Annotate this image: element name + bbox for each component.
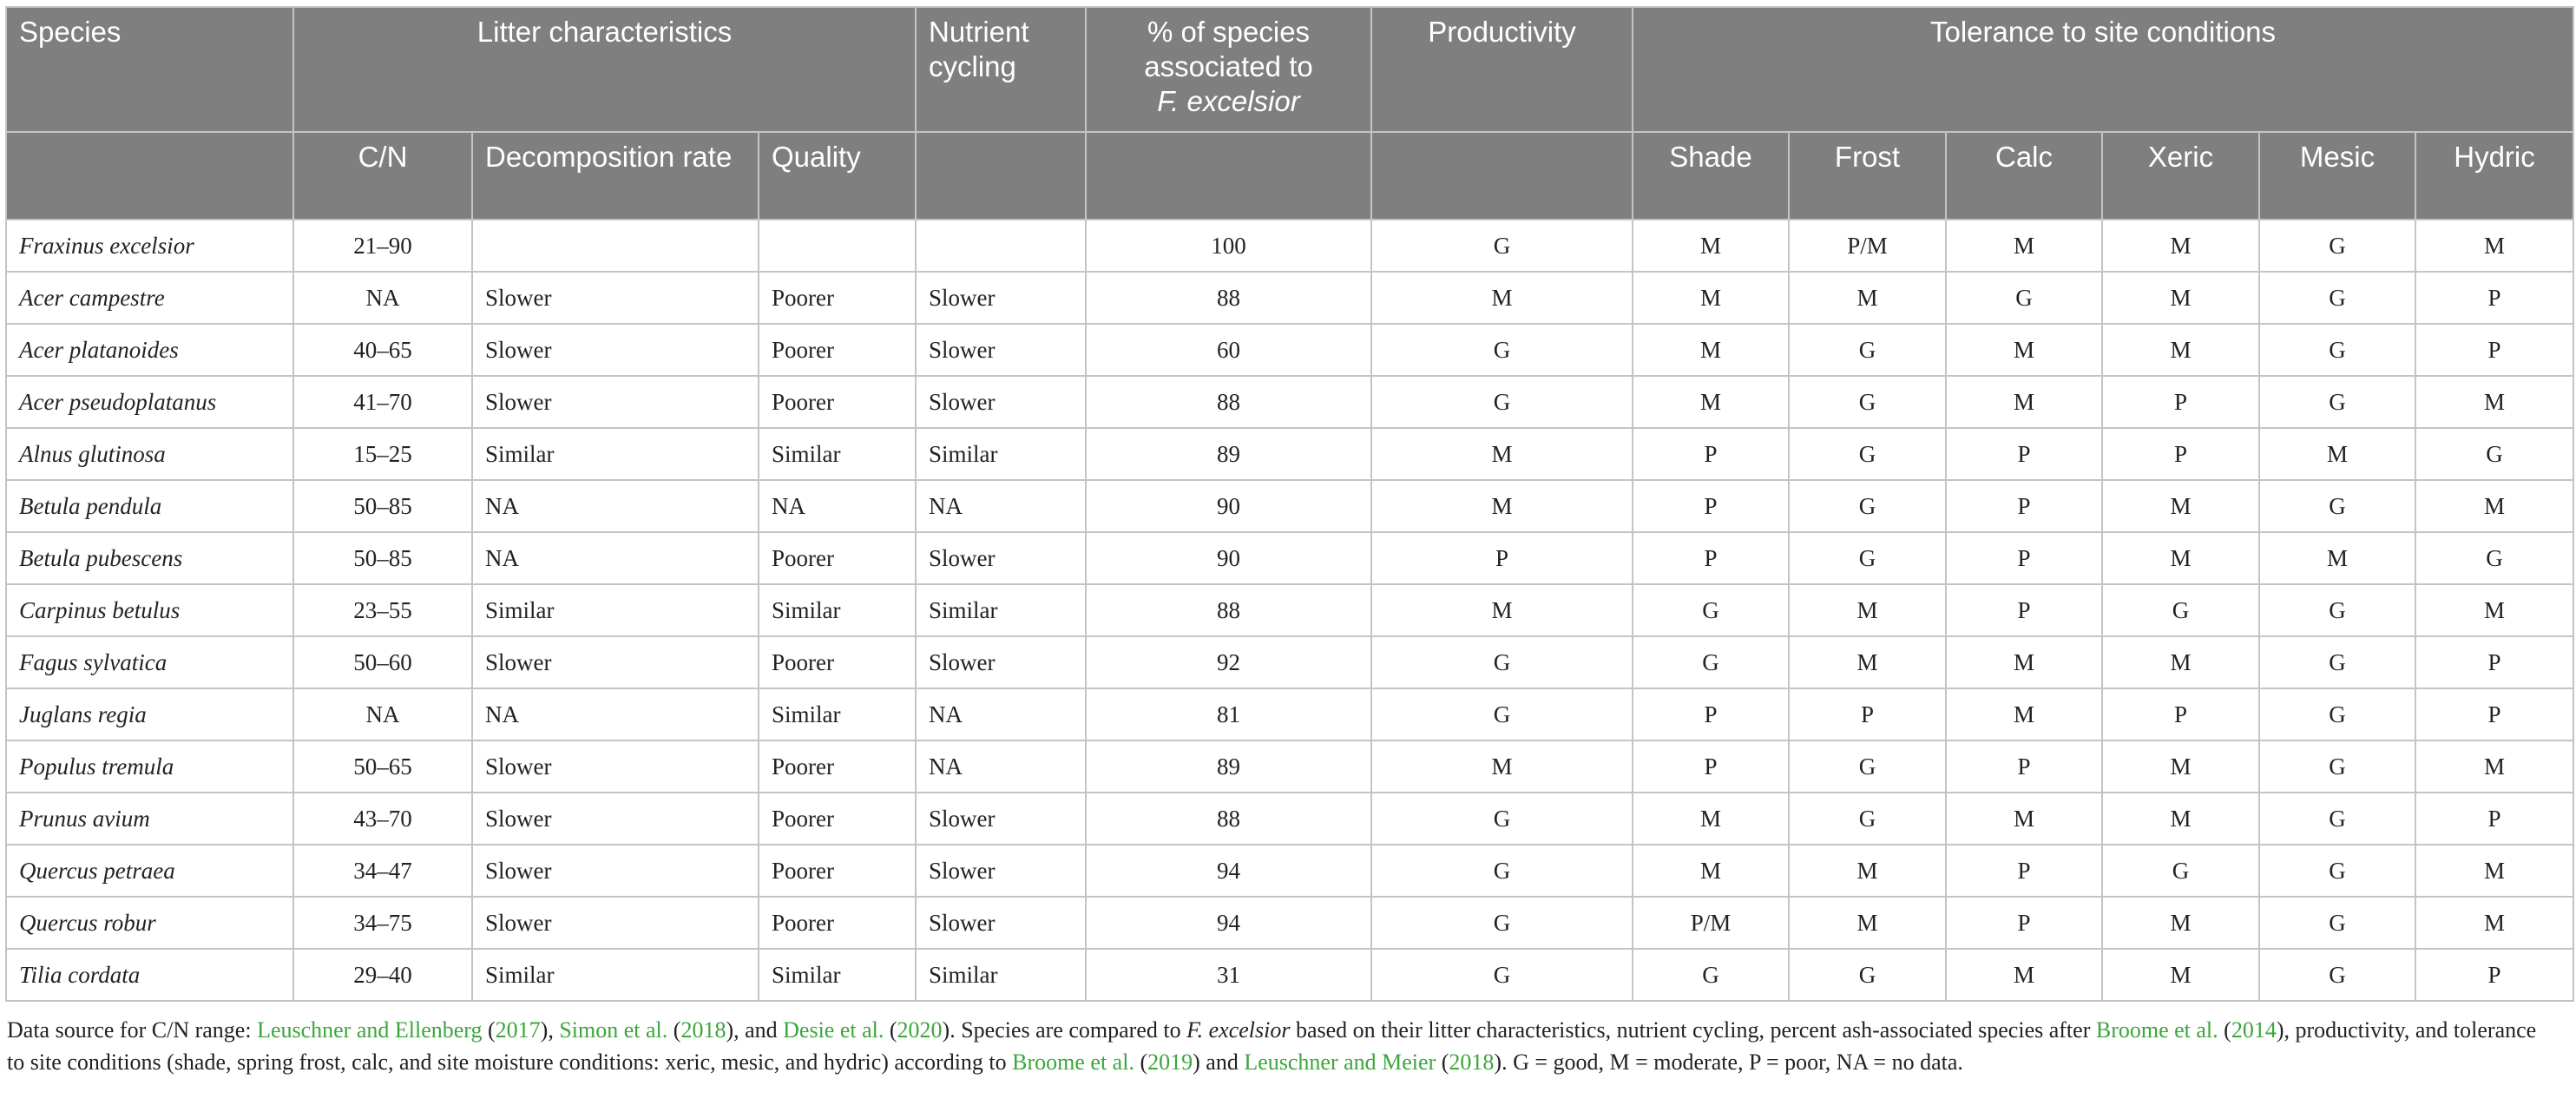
cell-hydric: M (2415, 740, 2573, 793)
cell-decomposition: Slower (472, 376, 759, 428)
cell-productivity: G (1371, 793, 1633, 845)
cell-percent-associated: 100 (1086, 220, 1371, 272)
cell-xeric: M (2102, 272, 2259, 324)
cell-percent-associated: 88 (1086, 376, 1371, 428)
cell-quality: Poorer (759, 532, 916, 584)
cell-cn-range: 41–70 (293, 376, 472, 428)
cell-hydric: P (2415, 688, 2573, 740)
header-tolerance: Tolerance to site conditions (1633, 7, 2573, 132)
cell-quality: Poorer (759, 636, 916, 688)
cell-frost: M (1789, 272, 1946, 324)
cell-percent-associated: 88 (1086, 793, 1371, 845)
cell-cn-range: 50–85 (293, 480, 472, 532)
cell-percent-associated: 81 (1086, 688, 1371, 740)
cell-hydric: G (2415, 428, 2573, 480)
reference-year-link[interactable]: 2014 (2231, 1017, 2277, 1043)
cell-calc: M (1946, 324, 2102, 376)
cell-nutrient-cycling: Slower (916, 845, 1086, 897)
cell-mesic: G (2259, 897, 2415, 949)
cell-cn-range: 15–25 (293, 428, 472, 480)
cell-cn-range: 29–40 (293, 949, 472, 1001)
cell-productivity: G (1371, 220, 1633, 272)
footnote-species-name: F. excelsior (1186, 1017, 1291, 1043)
cell-quality: Similar (759, 688, 916, 740)
cell-hydric: P (2415, 636, 2573, 688)
cell-mesic: G (2259, 949, 2415, 1001)
cell-decomposition: Slower (472, 740, 759, 793)
cell-quality: Poorer (759, 793, 916, 845)
cell-mesic: G (2259, 272, 2415, 324)
cell-species: Alnus glutinosa (6, 428, 293, 480)
cell-shade: M (1633, 376, 1789, 428)
cell-cn-range: 50–65 (293, 740, 472, 793)
cell-productivity: M (1371, 428, 1633, 480)
subheader-quality: Quality (759, 132, 916, 220)
table-row (6, 793, 2573, 845)
cell-quality: Similar (759, 584, 916, 636)
table-row (6, 480, 2573, 532)
cell-productivity: G (1371, 897, 1633, 949)
cell-calc: M (1946, 636, 2102, 688)
cell-frost: G (1789, 324, 1946, 376)
cell-frost: M (1789, 584, 1946, 636)
cell-quality: Similar (759, 949, 916, 1001)
footnote-text: ). G = good, M = moderate, P = poor, NA = no data. (1494, 1049, 1963, 1075)
reference-link[interactable]: Broome et al. (2095, 1017, 2218, 1043)
cell-productivity: G (1371, 845, 1633, 897)
footnote-text: ( (2218, 1017, 2231, 1043)
table-row (6, 897, 2573, 949)
cell-nutrient-cycling: Slower (916, 376, 1086, 428)
cell-frost: G (1789, 428, 1946, 480)
reference-link[interactable]: Leuschner and Meier (1244, 1049, 1436, 1075)
header-percent-associated (1086, 7, 1371, 132)
footnote-text: ( (1134, 1049, 1148, 1075)
table-row (6, 688, 2573, 740)
cell-hydric: M (2415, 897, 2573, 949)
table-container (5, 6, 2573, 1078)
cell-decomposition: NA (472, 688, 759, 740)
cell-cn-range: 43–70 (293, 793, 472, 845)
cell-decomposition: NA (472, 480, 759, 532)
cell-nutrient-cycling: Slower (916, 793, 1086, 845)
cell-mesic: G (2259, 793, 2415, 845)
subheader-xeric: Xeric (2102, 132, 2259, 220)
subheader-calc: Calc (1946, 132, 2102, 220)
cell-cn-range: 23–55 (293, 584, 472, 636)
cell-decomposition: Similar (472, 949, 759, 1001)
subheader-empty (916, 132, 1086, 220)
subheader-mesic: Mesic (2259, 132, 2415, 220)
cell-productivity: G (1371, 376, 1633, 428)
cell-cn-range: 50–85 (293, 532, 472, 584)
table-row (6, 376, 2573, 428)
table-row (6, 220, 2573, 272)
table-row (6, 636, 2573, 688)
cell-species: Fagus sylvatica (6, 636, 293, 688)
reference-year-link[interactable]: 2020 (897, 1017, 943, 1043)
cell-mesic: G (2259, 740, 2415, 793)
table-row (6, 740, 2573, 793)
table-row (6, 428, 2573, 480)
cell-nutrient-cycling: Slower (916, 324, 1086, 376)
header-nutrient-cycling: Nutrient cycling (916, 7, 1086, 132)
cell-nutrient-cycling: NA (916, 480, 1086, 532)
cell-hydric: P (2415, 949, 2573, 1001)
cell-cn-range: 21–90 (293, 220, 472, 272)
cell-calc: P (1946, 845, 2102, 897)
footnote-text: Data source for C/N range: (7, 1017, 258, 1043)
subheader-empty (1086, 132, 1371, 220)
cell-shade: P (1633, 480, 1789, 532)
cell-frost: G (1789, 376, 1946, 428)
cell-quality (759, 220, 916, 272)
cell-shade: G (1633, 949, 1789, 1001)
cell-hydric: P (2415, 272, 2573, 324)
cell-decomposition: Similar (472, 584, 759, 636)
footnote-text: ), (540, 1017, 560, 1043)
cell-frost: P/M (1789, 220, 1946, 272)
cell-shade: M (1633, 324, 1789, 376)
cell-mesic: G (2259, 376, 2415, 428)
cell-percent-associated: 60 (1086, 324, 1371, 376)
subheader-hydric: Hydric (2415, 132, 2573, 220)
cell-nutrient-cycling: NA (916, 688, 1086, 740)
cell-species: Carpinus betulus (6, 584, 293, 636)
cell-hydric: M (2415, 845, 2573, 897)
reference-year-link[interactable]: 2018 (680, 1017, 726, 1043)
cell-species: Tilia cordata (6, 949, 293, 1001)
cell-nutrient-cycling: Similar (916, 949, 1086, 1001)
cell-nutrient-cycling (916, 220, 1086, 272)
header-litter-characteristics: Litter characteristics (293, 7, 916, 132)
cell-calc: M (1946, 220, 2102, 272)
cell-decomposition: Slower (472, 897, 759, 949)
cell-decomposition: Slower (472, 636, 759, 688)
cell-mesic: G (2259, 324, 2415, 376)
cell-xeric: M (2102, 220, 2259, 272)
cell-percent-associated: 90 (1086, 480, 1371, 532)
cell-nutrient-cycling: Similar (916, 584, 1086, 636)
cell-frost: G (1789, 949, 1946, 1001)
cell-decomposition: Slower (472, 324, 759, 376)
cell-calc: G (1946, 272, 2102, 324)
cell-mesic: G (2259, 845, 2415, 897)
cell-percent-associated: 31 (1086, 949, 1371, 1001)
cell-xeric: M (2102, 532, 2259, 584)
header-percent-species: F. excelsior (1157, 85, 1300, 117)
cell-xeric: M (2102, 480, 2259, 532)
cell-calc: M (1946, 949, 2102, 1001)
cell-cn-range: 34–75 (293, 897, 472, 949)
cell-quality: Poorer (759, 324, 916, 376)
cell-hydric: M (2415, 584, 2573, 636)
subheader-decomposition: Decomposition rate (472, 132, 759, 220)
cell-frost: G (1789, 740, 1946, 793)
cell-frost: P (1789, 688, 1946, 740)
reference-year-link[interactable]: 2017 (495, 1017, 541, 1043)
cell-shade: M (1633, 220, 1789, 272)
cell-percent-associated: 89 (1086, 740, 1371, 793)
cell-xeric: M (2102, 949, 2259, 1001)
cell-productivity: G (1371, 688, 1633, 740)
cell-productivity: G (1371, 949, 1633, 1001)
cell-species: Juglans regia (6, 688, 293, 740)
cell-productivity: M (1371, 272, 1633, 324)
cell-shade: M (1633, 845, 1789, 897)
cell-shade: M (1633, 272, 1789, 324)
cell-species: Populus tremula (6, 740, 293, 793)
cell-xeric: P (2102, 688, 2259, 740)
cell-shade: P (1633, 532, 1789, 584)
cell-species: Acer platanoides (6, 324, 293, 376)
cell-xeric: M (2102, 897, 2259, 949)
cell-hydric: P (2415, 324, 2573, 376)
species-table (5, 6, 2574, 1002)
cell-calc: P (1946, 532, 2102, 584)
cell-species: Betula pubescens (6, 532, 293, 584)
footnote-text: ( (667, 1017, 681, 1043)
cell-mesic: G (2259, 220, 2415, 272)
cell-hydric: M (2415, 220, 2573, 272)
cell-shade: M (1633, 793, 1789, 845)
cell-decomposition (472, 220, 759, 272)
cell-decomposition: NA (472, 532, 759, 584)
reference-link[interactable]: Simon et al. (559, 1017, 668, 1043)
header-percent-text: % of species associated to (1144, 16, 1313, 82)
cell-percent-associated: 90 (1086, 532, 1371, 584)
cell-species: Acer campestre (6, 272, 293, 324)
cell-productivity: G (1371, 324, 1633, 376)
footnote-text: based on their litter characteristics, nutrient cycling, percent ash-associated species after (1290, 1017, 2096, 1043)
cell-percent-associated: 89 (1086, 428, 1371, 480)
cell-mesic: M (2259, 428, 2415, 480)
cell-productivity: M (1371, 584, 1633, 636)
cell-xeric: M (2102, 324, 2259, 376)
cell-species: Quercus robur (6, 897, 293, 949)
cell-xeric: M (2102, 636, 2259, 688)
table-row (6, 845, 2573, 897)
cell-frost: G (1789, 532, 1946, 584)
reference-link[interactable]: Leuschner and Ellenberg (257, 1017, 483, 1043)
cell-quality: Similar (759, 428, 916, 480)
cell-percent-associated: 88 (1086, 584, 1371, 636)
cell-frost: M (1789, 636, 1946, 688)
cell-calc: M (1946, 688, 2102, 740)
cell-species: Acer pseudoplatanus (6, 376, 293, 428)
cell-species: Betula pendula (6, 480, 293, 532)
table-row (6, 272, 2573, 324)
cell-frost: M (1789, 897, 1946, 949)
cell-mesic: G (2259, 636, 2415, 688)
cell-frost: G (1789, 480, 1946, 532)
cell-shade: G (1633, 584, 1789, 636)
footnote-text: ), and (726, 1017, 784, 1043)
cell-shade: P (1633, 688, 1789, 740)
cell-xeric: M (2102, 793, 2259, 845)
cell-xeric: P (2102, 428, 2259, 480)
cell-calc: P (1946, 428, 2102, 480)
cell-quality: Poorer (759, 740, 916, 793)
cell-mesic: M (2259, 532, 2415, 584)
cell-decomposition: Slower (472, 793, 759, 845)
cell-quality: NA (759, 480, 916, 532)
cell-nutrient-cycling: Slower (916, 272, 1086, 324)
header-species: Species (6, 7, 293, 132)
cell-nutrient-cycling: NA (916, 740, 1086, 793)
cell-mesic: G (2259, 688, 2415, 740)
cell-quality: Poorer (759, 272, 916, 324)
cell-shade: P (1633, 740, 1789, 793)
cell-quality: Poorer (759, 897, 916, 949)
cell-calc: P (1946, 897, 2102, 949)
cell-decomposition: Similar (472, 428, 759, 480)
subheader-shade: Shade (1633, 132, 1789, 220)
cell-nutrient-cycling: Slower (916, 636, 1086, 688)
footnote-text: ( (482, 1017, 496, 1043)
cell-hydric: M (2415, 376, 2573, 428)
reference-link[interactable]: Desie et al. (783, 1017, 884, 1043)
cell-productivity: M (1371, 480, 1633, 532)
cell-cn-range: 50–60 (293, 636, 472, 688)
cell-calc: M (1946, 376, 2102, 428)
cell-species: Prunus avium (6, 793, 293, 845)
cell-shade: G (1633, 636, 1789, 688)
reference-year-link[interactable]: 2019 (1147, 1049, 1193, 1075)
subheader-frost: Frost (1789, 132, 1946, 220)
subheader-empty (1371, 132, 1633, 220)
cell-cn-range: 34–47 (293, 845, 472, 897)
cell-shade: P (1633, 428, 1789, 480)
cell-calc: P (1946, 480, 2102, 532)
cell-calc: P (1946, 740, 2102, 793)
cell-decomposition: Slower (472, 272, 759, 324)
cell-species: Fraxinus excelsior (6, 220, 293, 272)
cell-calc: M (1946, 793, 2102, 845)
cell-mesic: G (2259, 584, 2415, 636)
footnote-text: ( (884, 1017, 897, 1043)
header-productivity: Productivity (1371, 7, 1633, 132)
cell-xeric: M (2102, 740, 2259, 793)
cell-productivity: M (1371, 740, 1633, 793)
cell-percent-associated: 92 (1086, 636, 1371, 688)
cell-species: Quercus petraea (6, 845, 293, 897)
cell-frost: G (1789, 793, 1946, 845)
cell-calc: P (1946, 584, 2102, 636)
table-body (6, 220, 2573, 1001)
cell-quality: Poorer (759, 845, 916, 897)
table-row (6, 584, 2573, 636)
cell-frost: M (1789, 845, 1946, 897)
table-header (6, 7, 2573, 220)
cell-hydric: G (2415, 532, 2573, 584)
cell-mesic: G (2259, 480, 2415, 532)
cell-xeric: G (2102, 845, 2259, 897)
cell-hydric: M (2415, 480, 2573, 532)
cell-percent-associated: 88 (1086, 272, 1371, 324)
cell-productivity: P (1371, 532, 1633, 584)
cell-xeric: G (2102, 584, 2259, 636)
cell-cn-range: 40–65 (293, 324, 472, 376)
table-row (6, 532, 2573, 584)
cell-cn-range: NA (293, 688, 472, 740)
reference-year-link[interactable]: 2018 (1449, 1049, 1495, 1075)
footnote-text: ). Species are compared to (942, 1017, 1187, 1043)
cell-percent-associated: 94 (1086, 897, 1371, 949)
cell-decomposition: Slower (472, 845, 759, 897)
cell-shade: P/M (1633, 897, 1789, 949)
cell-productivity: G (1371, 636, 1633, 688)
cell-quality: Poorer (759, 376, 916, 428)
subheader-empty (6, 132, 293, 220)
table-row (6, 949, 2573, 1001)
subheader-cn: C/N (293, 132, 472, 220)
footnote-text: ) and (1193, 1049, 1245, 1075)
cell-percent-associated: 94 (1086, 845, 1371, 897)
cell-xeric: P (2102, 376, 2259, 428)
cell-nutrient-cycling: Slower (916, 532, 1086, 584)
table-footnote (5, 1014, 2550, 1078)
table-row (6, 324, 2573, 376)
cell-hydric: P (2415, 793, 2573, 845)
cell-nutrient-cycling: Similar (916, 428, 1086, 480)
footnote-text: ( (1436, 1049, 1449, 1075)
footnote-text: ), productivity, and tolerance to site conditions (shade, spring frost, calc, and site moisture conditions: xeric, mesic, and hydric) according to (7, 1017, 2537, 1075)
cell-cn-range: NA (293, 272, 472, 324)
cell-nutrient-cycling: Slower (916, 897, 1086, 949)
reference-link[interactable]: Broome et al. (1012, 1049, 1134, 1075)
